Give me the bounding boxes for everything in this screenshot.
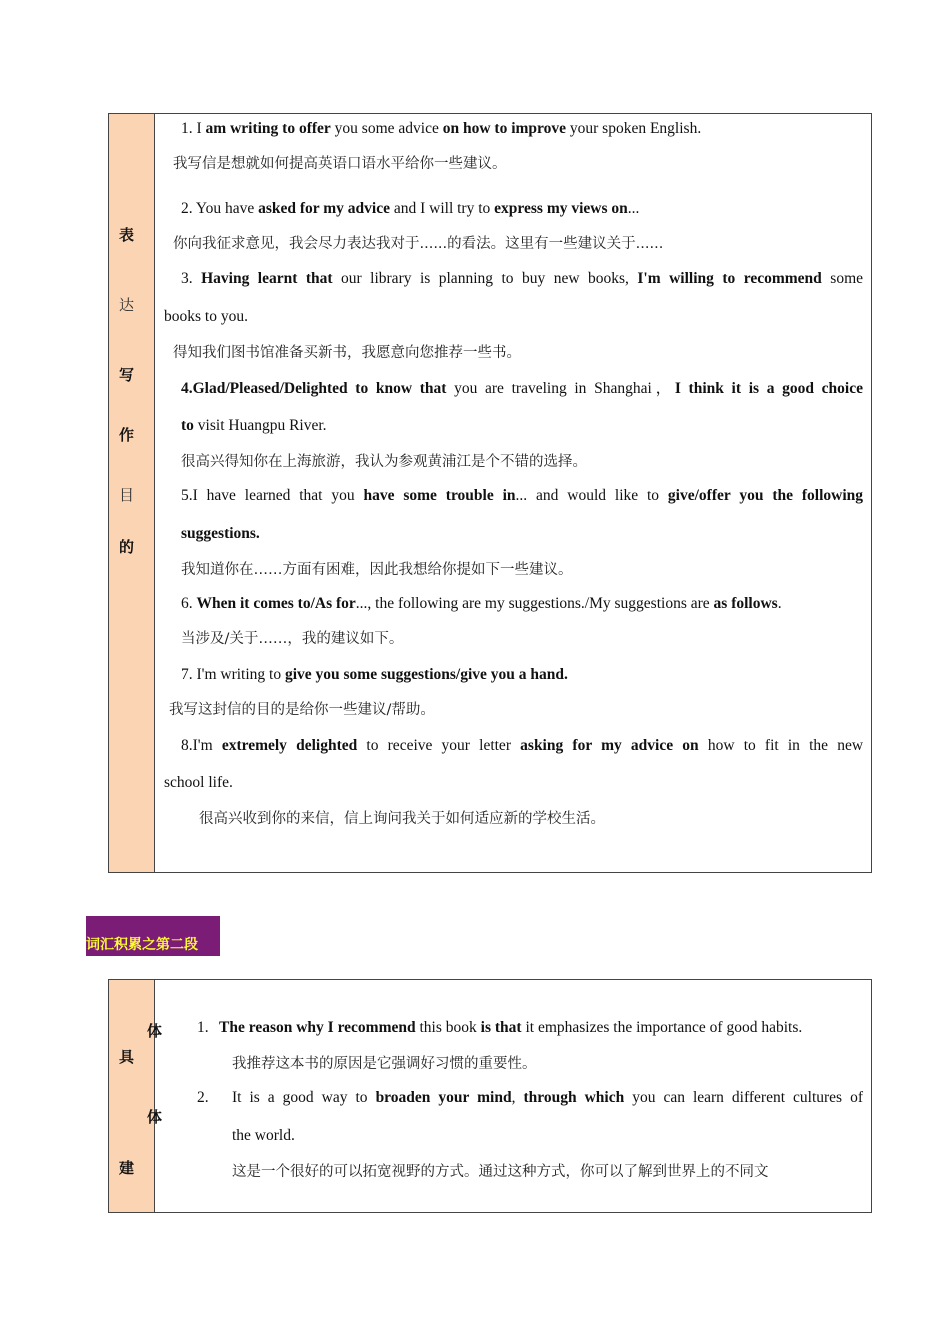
side-char: 目 <box>119 486 135 504</box>
sentence-en: 4.Glad/Pleased/Delighted to know that you are traveling in Shanghai，I think it is a good choice <box>181 380 863 397</box>
sentence-en-cont: the world. <box>232 1127 295 1144</box>
side-char: 表 <box>119 226 135 244</box>
side-label-cell <box>109 980 163 1212</box>
sentence-cn: 我写信是想就如何提高英语口语水平给你一些建议。 <box>173 156 507 172</box>
side-char: 具 <box>119 1048 135 1066</box>
item-number: 1. <box>197 1019 209 1036</box>
side-char: 的 <box>119 538 135 556</box>
sentence-cn: 得知我们图书馆准备买新书，我愿意向您推荐一些书。 <box>173 345 521 361</box>
side-char: 写 <box>119 366 135 384</box>
sentence-cn: 当涉及/关于……，我的建议如下。 <box>181 631 404 647</box>
side-char: 作 <box>119 426 135 444</box>
sentence-en: 2. You have asked for my advice and I will try to express my views on... <box>181 200 640 217</box>
section-title-text: 词汇积累之第二段 <box>86 937 198 953</box>
sentence-en: 6. When it comes to/As for..., the following are my suggestions./My suggestions are as follows. <box>181 595 782 612</box>
side-char: 体 <box>147 1108 163 1126</box>
sentence-en: 7. I'm writing to give you some suggestions/give you a hand. <box>181 666 568 683</box>
sentence-en-cont: suggestions. <box>181 525 260 542</box>
sentence-en-cont: school life. <box>164 774 233 791</box>
writing-purpose-table <box>108 113 872 873</box>
section-title <box>86 916 220 956</box>
side-char: 体 <box>147 1022 163 1040</box>
sentence-cn: 你向我征求意见，我会尽力表达我对于......的看法。这里有一些建议关于...... <box>173 236 664 252</box>
side-char: 达 <box>119 296 135 314</box>
content-cell <box>155 980 871 1212</box>
sentence-en: 1. I am writing to offer you some advice on how to improve your spoken English. <box>181 120 702 137</box>
sentence-en: 8.I'm extremely delighted to receive your letter asking for my advice on how to fit in the new <box>181 737 864 754</box>
sentence-en: It is a good way to broaden your mind, through which you can learn different cultures of <box>232 1089 863 1106</box>
side-label-cell <box>109 114 155 872</box>
sentence-en-cont: books to you. <box>164 308 248 325</box>
sentence-en: 5.I have learned that you have some trouble in... and would like to give/offer you the following <box>181 487 863 504</box>
sentence-cn: 我写这封信的目的是给你一些建议/帮助。 <box>169 702 435 718</box>
content-cell <box>155 114 871 872</box>
sentence-cn: 很高兴收到你的来信，信上询问我关于如何适应新的学校生活。 <box>199 811 605 827</box>
sentence-cn: 我推荐这本书的原因是它强调好习惯的重要性。 <box>232 1056 537 1072</box>
sentence-en: 3. Having learnt that our library is planning to buy new books, I'm willing to recommend some <box>181 270 863 287</box>
sentence-cn: 我知道你在……方面有困难，因此我想给你提如下一些建议。 <box>181 562 573 578</box>
specific-suggestions-table <box>108 979 872 1213</box>
sentence-en: The reason why I recommend this book is that it emphasizes the importance of good habits. <box>219 1019 803 1036</box>
item-number: 2. <box>197 1089 209 1106</box>
sentence-cn: 很高兴得知你在上海旅游，我认为参观黄浦江是个不错的选择。 <box>181 454 587 470</box>
sentence-en-cont: to visit Huangpu River. <box>181 417 327 434</box>
side-char: 建 <box>119 1159 135 1177</box>
sentence-cn: 这是一个很好的可以拓宽视野的方式。通过这种方式，你可以了解到世界上的不同文 <box>232 1164 769 1180</box>
